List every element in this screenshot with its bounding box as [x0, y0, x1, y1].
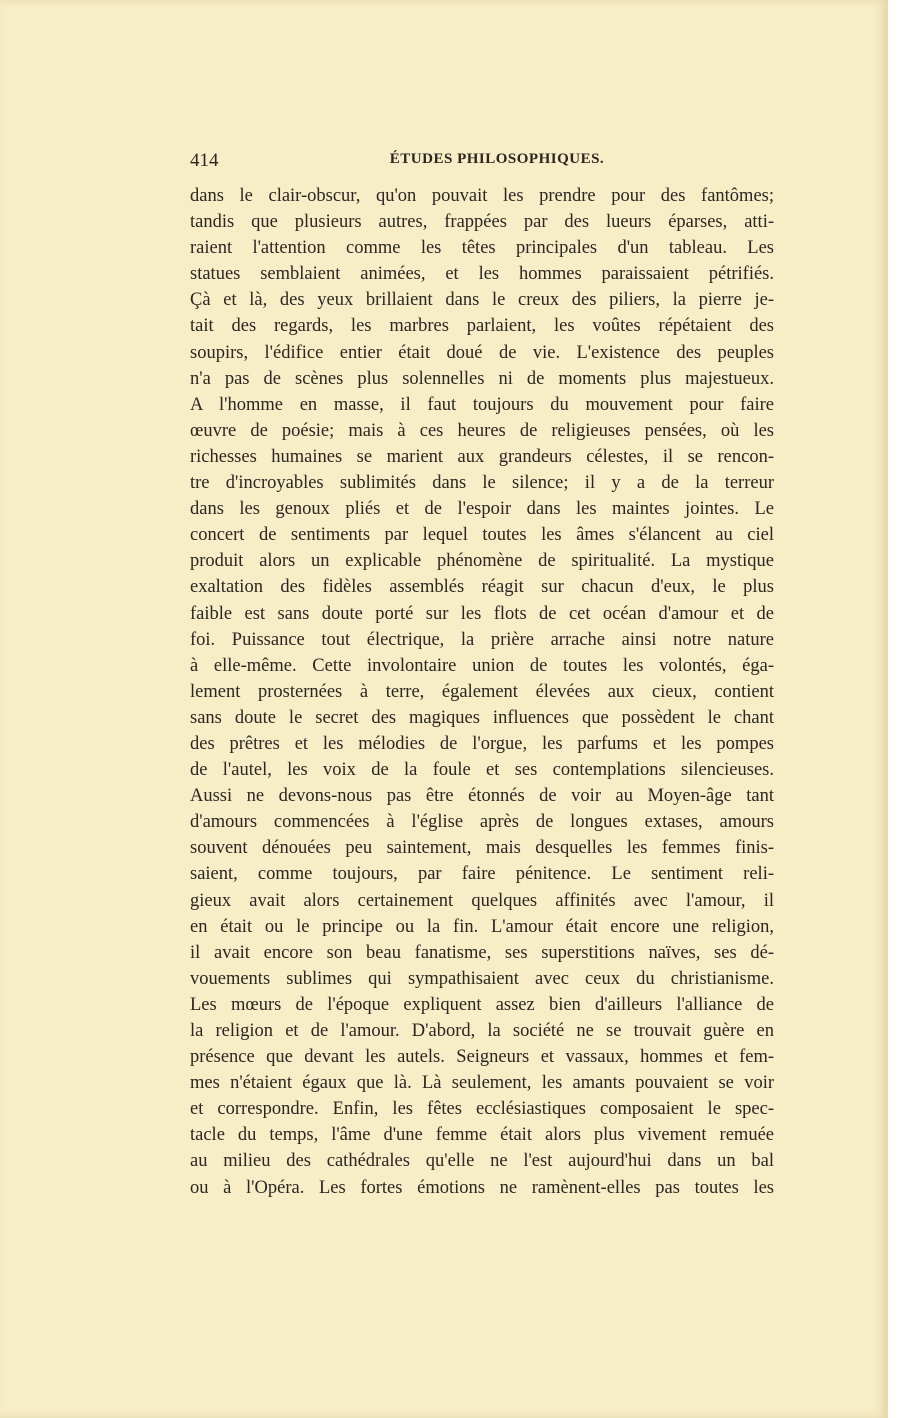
page-number: 414 [190, 150, 219, 171]
text-line: raient l'attention comme les têtes principales d'un tableau. Les [190, 238, 774, 259]
text-line: des prêtres et les mélodies de l'orgue, les parfums et les pompes [190, 733, 774, 754]
text-line: tre d'incroyables sublimités dans le silence; il y a de la terreur [190, 473, 774, 494]
text-line: à elle-même. Cette involontaire union de toutes les volontés, éga- [190, 655, 774, 676]
text-line: faible est sans doute porté sur les flots de cet océan d'amour et de [190, 603, 774, 624]
text-line: de l'autel, les voix de la foule et ses contemplations silencieuses. [190, 760, 774, 781]
text-line: souvent dénouées peu saintement, mais desquelles les femmes finis- [190, 838, 774, 859]
body-text [190, 183, 774, 1201]
running-title: ÉTUDES PHILOSOPHIQUES. [389, 151, 605, 167]
text-line: statues semblaient animées, et les hommes paraissaient pétrifiés. [190, 264, 774, 285]
text-line: saient, comme toujours, par faire pénitence. Le sentiment reli- [190, 864, 774, 885]
text-line: sans doute le secret des magiques influences que possèdent le chant [190, 707, 774, 728]
text-line: mes n'étaient égaux que là. Là seulement, les amants pouvaient se voir [190, 1073, 774, 1094]
text-line: d'amours commencées à l'église après de longues extases, amours [190, 812, 774, 833]
text-line: dans le clair-obscur, qu'on pouvait les prendre pour des fantômes; [190, 186, 774, 206]
text-line: Çà et là, des yeux brillaient dans le creux des piliers, la pierre je- [190, 290, 774, 311]
text-line: Les mœurs de l'époque expliquent assez bien d'ailleurs l'alliance de [190, 994, 774, 1015]
text-line: exaltation des fidèles assemblés réagit sur chacun d'eux, le plus [190, 577, 774, 598]
text-line: tacle du temps, l'âme d'une femme était alors plus vivement remuée [190, 1125, 774, 1146]
text-line: produit alors un explicable phénomène de spiritualité. La mystique [190, 551, 774, 572]
text-line: n'a pas de scènes plus solennelles ni de moments plus majestueux. [190, 368, 774, 389]
text-line: ou à l'Opéra. Les fortes émotions ne ramènent-elles pas toutes les [190, 1177, 774, 1198]
text-line: richesses humaines se marient aux grandeurs célestes, il se rencon- [190, 446, 774, 467]
text-line: foi. Puissance tout électrique, la prière arrache ainsi notre nature [190, 629, 774, 650]
text-line: soupirs, l'édifice entier était doué de vie. L'existence des peuples [190, 342, 774, 363]
text-line: gieux avait alors certainement quelques affinités avec l'amour, il [190, 890, 774, 911]
text-line: concert de sentiments par lequel toutes les âmes s'élancent au ciel [190, 525, 774, 546]
text-line: tandis que plusieurs autres, frappées par des lueurs éparses, atti- [190, 212, 774, 233]
text-line: tait des regards, les marbres parlaient, les voûtes répétaient des [190, 316, 774, 337]
text-line: lement prosternées à terre, également élevées aux cieux, contient [190, 681, 774, 702]
page-header [190, 150, 774, 176]
text-line: et correspondre. Enfin, les fêtes ecclésiastiques composaient le spec- [190, 1099, 774, 1120]
text-line: en était ou le principe ou la fin. L'amour était encore une religion, [190, 916, 774, 937]
text-line: œuvre de poésie; mais à ces heures de religieuses pensées, où les [190, 420, 774, 441]
text-line: la religion et de l'amour. D'abord, la société ne se trouvait guère en [190, 1021, 774, 1041]
text-line: au milieu des cathédrales qu'elle ne l'est aujourd'hui dans un bal [190, 1151, 774, 1172]
text-line: A l'homme en masse, il faut toujours du mouvement pour faire [190, 394, 774, 415]
text-line: vouements sublimes qui sympathisaient avec ceux du christianisme. [190, 968, 774, 989]
text-line: il avait encore son beau fanatisme, ses superstitions naïves, ses dé- [190, 942, 774, 963]
text-line: Aussi ne devons-nous pas être étonnés de voir au Moyen-âge tant [190, 786, 774, 807]
text-line: dans les genoux pliés et de l'espoir dans les maintes jointes. Le [190, 499, 774, 520]
text-line: présence que devant les autels. Seigneurs et vassaux, hommes et fem- [190, 1047, 774, 1068]
